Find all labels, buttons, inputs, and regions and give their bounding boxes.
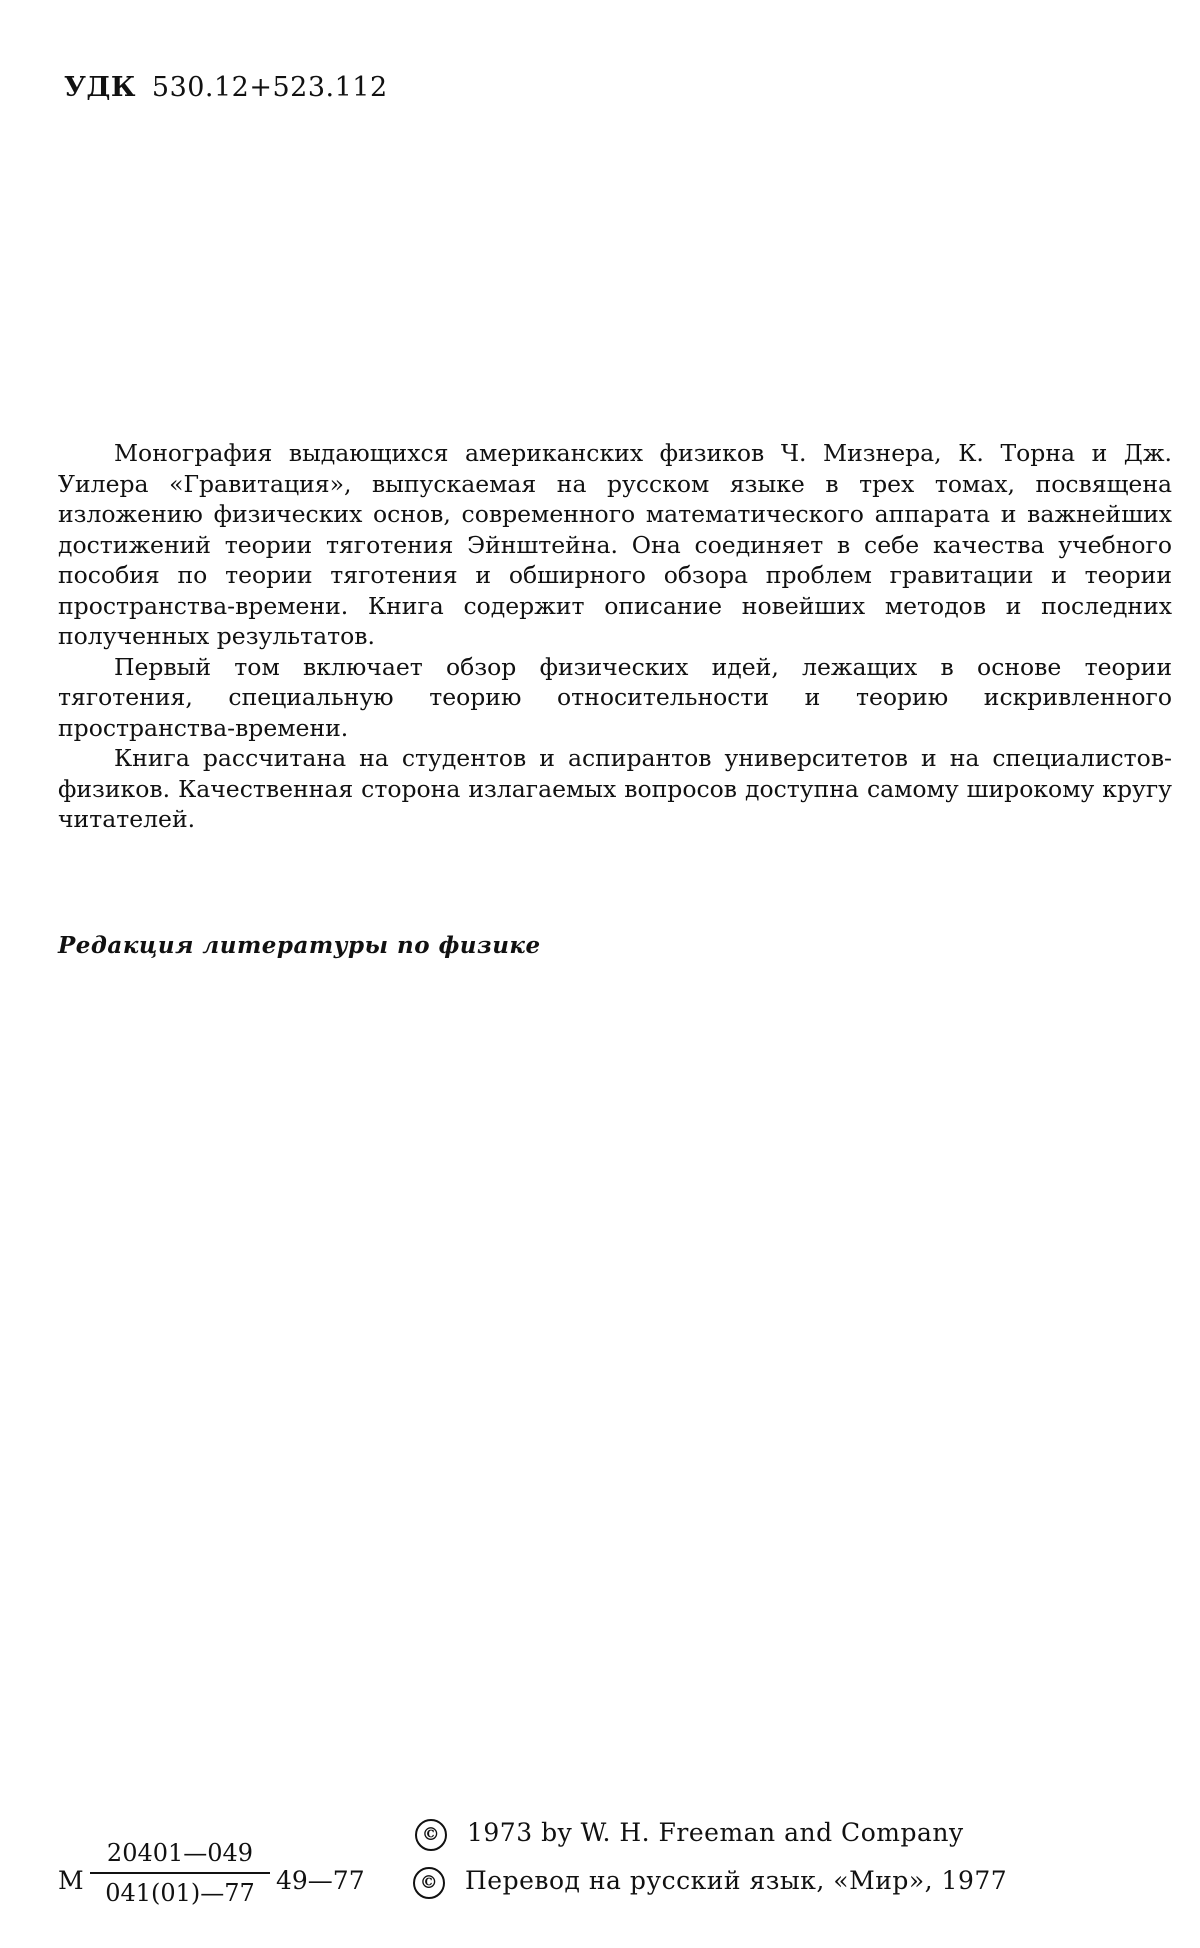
catalog-index-numerator: 20401—049 bbox=[106, 1839, 254, 1867]
editorial-office: Редакция литературы по физике bbox=[58, 932, 541, 959]
abstract-paragraph-3: Книга рассчитана на студентов и аспирантов университетов и на специалистов-физиков. Качественная сторона излагаемых вопросов доступна самому широкому кругу читателей. bbox=[58, 744, 1172, 833]
catalog-index-fraction bbox=[90, 1836, 270, 1910]
udc-code bbox=[64, 72, 388, 103]
catalog-index-suffix: 49—77 bbox=[276, 1866, 365, 1895]
abstract-paragraph-1: Монография выдающихся американских физиков Ч. Мизнера, К. Торна и Дж. Уилера «Гравитация», выпускаемая на русском языке в трех томах, посвящена изложению физических основ, современного математического аппарата и важнейших достижений теории тяготения Эйнштейна. Она соединяет в себе качества учебного пособия по теории тяготения и обширного обзора проблем гравитации и теории пространства-времени. Книга содержит описание новейших методов и последних полученных результатов. bbox=[58, 439, 1172, 650]
copyright-icon: © bbox=[415, 1819, 447, 1851]
copyright-original bbox=[415, 1818, 964, 1851]
copyright-translation bbox=[413, 1866, 1007, 1899]
copyright-original-text: 1973 by W. H. Freeman and Company bbox=[467, 1818, 964, 1847]
catalog-index-denominator: 041(01)—77 bbox=[105, 1879, 255, 1907]
udc-value: 530.12+523.112 bbox=[151, 72, 388, 103]
copyright-translation-text: Перевод на русский язык, «Мир», 1977 bbox=[465, 1866, 1008, 1895]
copyright-icon: © bbox=[413, 1867, 445, 1899]
catalog-index-letter: М bbox=[58, 1866, 84, 1895]
fraction-bar bbox=[90, 1872, 270, 1874]
book-abstract bbox=[58, 438, 1172, 835]
abstract-paragraph-2: Первый том включает обзор физических идей, лежащих в основе теории тяготения, специальную теорию относительности и теорию искривленного пространства-времени. bbox=[58, 652, 1172, 742]
udc-label: УДК bbox=[64, 72, 136, 103]
